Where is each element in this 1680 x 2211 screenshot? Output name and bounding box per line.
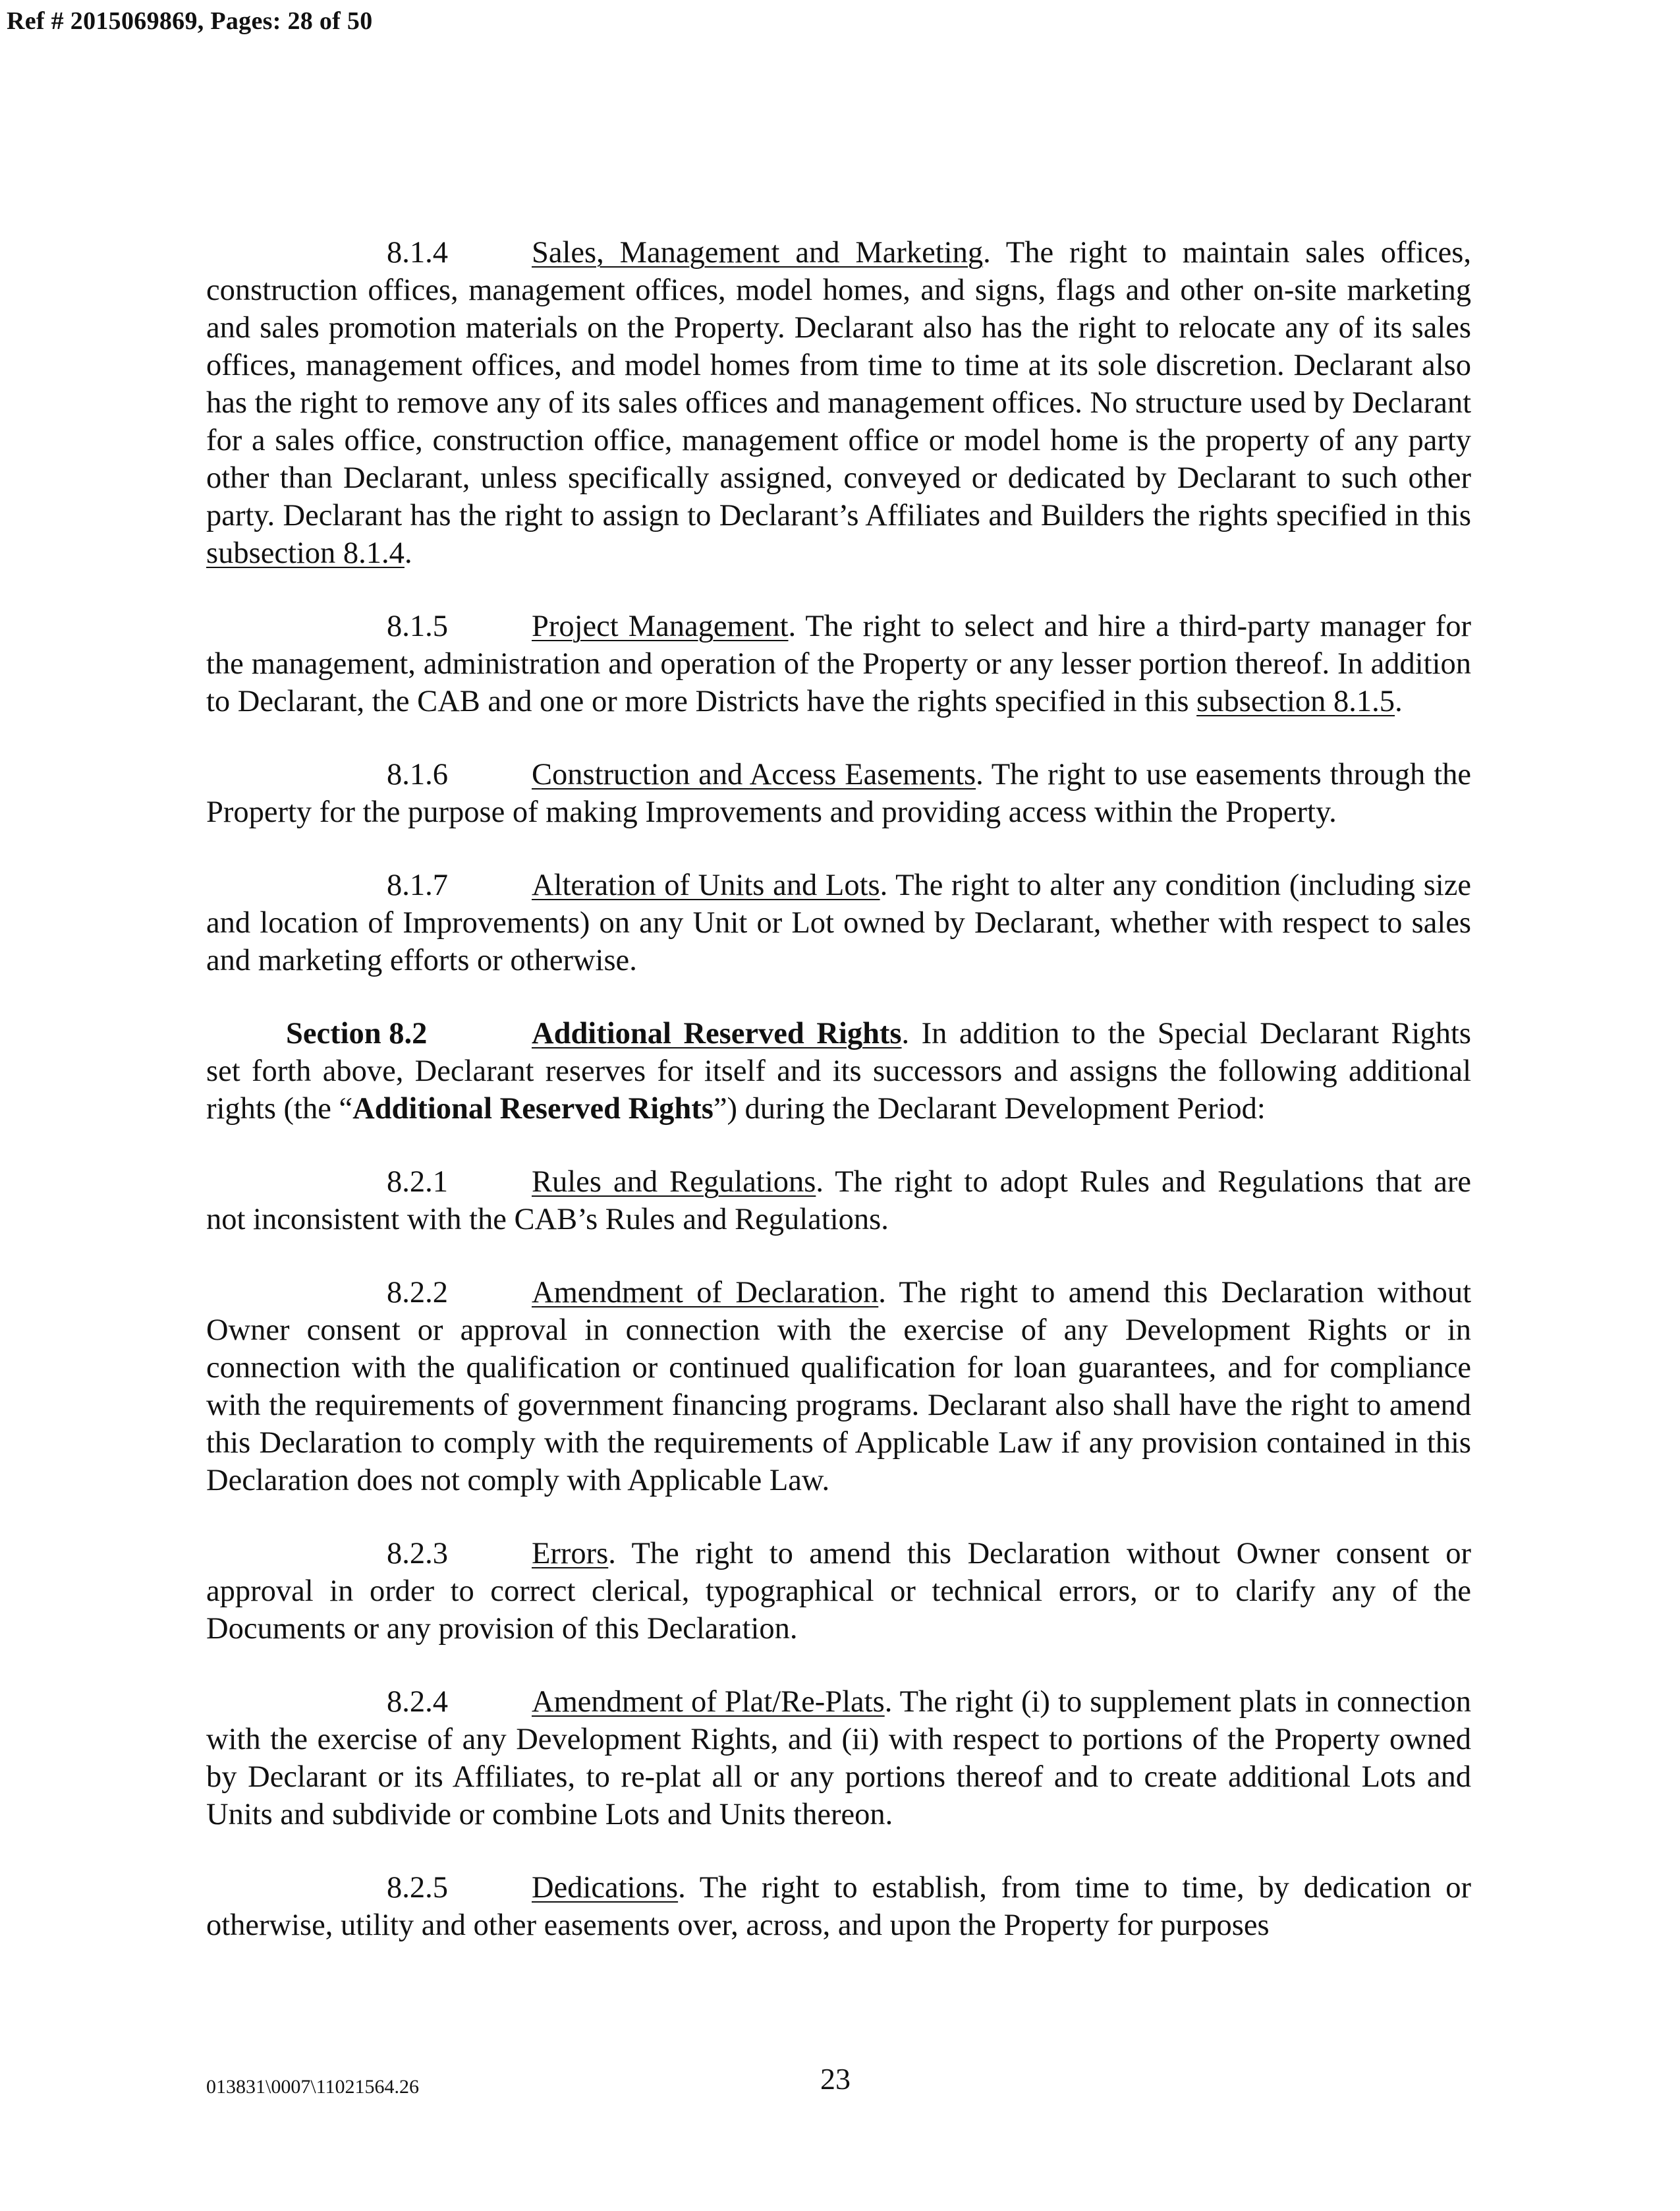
recording-reference-header: Ref # 2015069869, Pages: 28 of 50 xyxy=(7,7,373,35)
subsection-8-1-7 xyxy=(206,867,1471,979)
subsection-8-2-4 xyxy=(206,1683,1471,1833)
subsection-number: 8.2.4 xyxy=(387,1685,448,1719)
subsection-heading: Errors xyxy=(532,1537,609,1570)
subsection-text: . The right (i) to supplement plats in connection with the exercise of any Development Rights, and (ii) with respect to portions of the Property owned by Declarant or its Affiliates, to re-plat all or any portions thereof and to create additional Lots and Units and subdivide or combine Lots and Units thereon. xyxy=(206,1685,1472,1831)
subsection-8-2-5 xyxy=(206,1869,1471,1944)
subsection-text: . The right to adopt Rules and Regulations that are not inconsistent with the CAB’s Rules and Regulations. xyxy=(206,1165,1471,1236)
subsection-heading: Amendment of Declaration xyxy=(532,1276,879,1309)
subsection-number: 8.2.1 xyxy=(387,1165,448,1199)
subsection-text: . The right to select and hire a third-party manager for the management, administration and operation of the Property or any lesser portion thereof. In addition to Declarant, the CAB and one or more Districts have the rights specified in this xyxy=(206,610,1472,718)
subsection-text: . The right to amend this Declaration without Owner consent or approval in order to correct clerical, typographical or technical errors, or to clarify any of the Documents or any provision of this Declaration. xyxy=(206,1537,1471,1646)
subsection-8-1-5 xyxy=(206,608,1471,720)
subsection-number: 8.2.5 xyxy=(387,1871,448,1905)
subsection-8-2-2 xyxy=(206,1274,1471,1499)
subsection-text: . The right to maintain sales offices, construction offices, management offices, model homes, and signs, flags and other on-site marketing and sales promotion materials on the Property. Declarant also has the right to relocate any of its sales offices, management offices, and model homes from time to time at its sole discretion. Declarant also has the right to remove any of its sales offices and management offices. No structure used by Declarant for a sales office, construction office, management office or model home is the property of any party other than Declarant, unless specifically assigned, conveyed or dedicated by Declarant to such other party. Declarant has the right to assign to Declarant’s Affiliates and Builders the rights specified in this xyxy=(206,236,1472,532)
subsection-number: 8.1.6 xyxy=(387,758,448,791)
section-heading: Additional Reserved Rights xyxy=(532,1017,902,1050)
subsection-number: 8.2.3 xyxy=(387,1537,448,1570)
subsection-number: 8.1.4 xyxy=(387,236,448,270)
subsection-text: . The right to use easements through the Property for the purpose of making Improvements and providing access within the Property. xyxy=(206,758,1472,829)
subsection-text: . The right to establish, from time to time, by dedication or otherwise, utility and other easements over, across, and upon the Property for purposes xyxy=(206,1871,1471,1942)
subsection-heading: Amendment of Plat/Re-Plats xyxy=(532,1685,885,1719)
subsection-text-end: . xyxy=(404,536,412,570)
section-text: . In addition to the Special Declarant Rights set forth above, Declarant reserves for itself and its successors and assigns the following additional rights (the “ xyxy=(206,1017,1471,1126)
document-footer-reference: 013831\0007\11021564.26 xyxy=(206,2076,420,2098)
subsection-8-2-3 xyxy=(206,1535,1471,1648)
page-number: 23 xyxy=(820,2062,851,2096)
subsection-8-1-4 xyxy=(206,234,1471,572)
subsection-heading: Sales, Management and Marketing xyxy=(532,236,984,270)
cross-reference: subsection 8.1.4 xyxy=(206,536,405,570)
subsection-number: 8.1.5 xyxy=(387,610,448,643)
cross-reference: subsection 8.1.5 xyxy=(1196,685,1395,718)
defined-term: Additional Reserved Rights xyxy=(352,1092,714,1126)
section-8-2 xyxy=(206,1015,1471,1128)
subsection-heading: Dedications xyxy=(532,1871,679,1905)
subsection-number: 8.2.2 xyxy=(387,1276,448,1309)
document-body xyxy=(206,234,1471,1980)
subsection-heading: Rules and Regulations xyxy=(532,1165,816,1199)
subsection-heading: Alteration of Units and Lots xyxy=(532,869,880,902)
subsection-text: . The right to alter any condition (including size and location of Improvements) on any Unit or Lot owned by Declarant, whether with respect to sales and marketing efforts or otherwise. xyxy=(206,869,1471,977)
section-text-end: ”) during the Declarant Development Period: xyxy=(713,1092,1266,1126)
subsection-8-2-1 xyxy=(206,1163,1471,1238)
section-label: Section 8.2 xyxy=(286,1017,428,1050)
subsection-number: 8.1.7 xyxy=(387,869,448,902)
subsection-heading: Construction and Access Easements xyxy=(532,758,976,791)
subsection-heading: Project Management xyxy=(532,610,789,643)
subsection-text-end: . xyxy=(1395,685,1403,718)
subsection-text: . The right to amend this Declaration without Owner consent or approval in connection with the exercise of any Development Rights or in connection with the qualification or continued qualification for loan guarantees, and for compliance with the requirements of government financing programs. Declarant also shall have the right to amend this Declaration to comply with the requirements of Applicable Law if any provision contained in this Declaration does not comply with Applicable Law. xyxy=(206,1276,1472,1497)
subsection-8-1-6 xyxy=(206,756,1471,831)
